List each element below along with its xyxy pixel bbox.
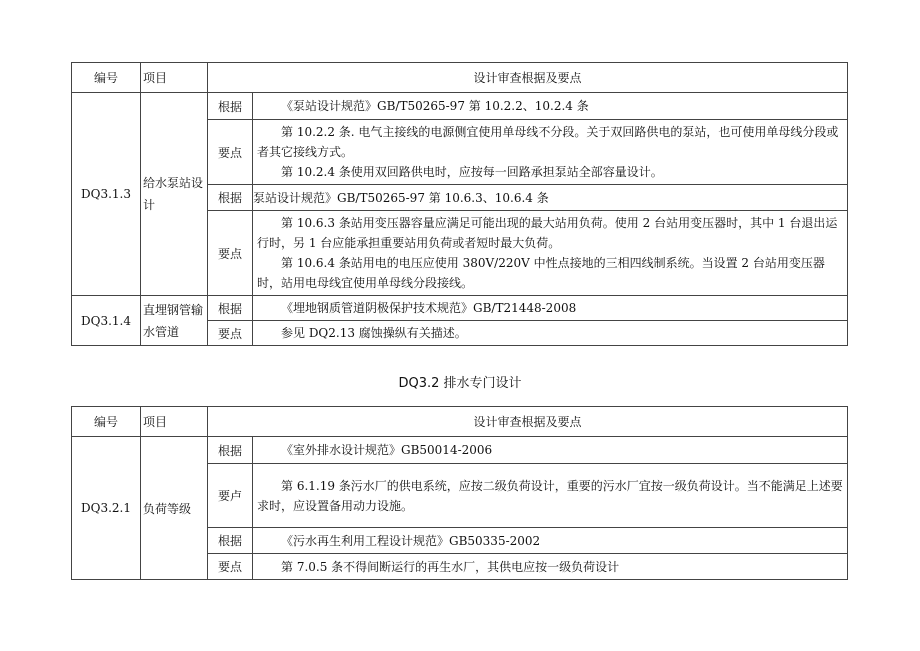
table-row — [72, 93, 848, 120]
block-type: 要点 — [208, 211, 253, 296]
block-line: 《泵站设计规范》GB/T50265-97 第 10.2.2、10.2.4 条 — [281, 99, 589, 113]
table-row — [72, 296, 848, 321]
block-line: 《埋地钢质管道阴极保护技术规范》GB/T21448-2008 — [281, 301, 577, 315]
block-line: 第 6.1.19 条污水厂的供电系统，应按二级负荷设计，重要的污水厂宜按一级负荷设计。当不能满足上述要求时，应设置备用动力设施。 — [257, 478, 843, 513]
block-line: 第 10.2.2 条. 电气主接线的电源侧宜使用单母线不分段。关于双回路供电的泵站，也可使用单母线分段或者其它接线方式。 — [257, 125, 839, 159]
block-type: 要点 — [208, 554, 253, 580]
row-id: DQ3.2.1 — [72, 437, 141, 580]
section-title: DQ3.2 排水专门设计 — [398, 376, 522, 391]
table-header-row — [72, 407, 848, 437]
row-item: 负荷等级 — [141, 437, 208, 580]
table-row — [72, 437, 848, 464]
block-type: 根据 — [208, 185, 253, 211]
review-table-2 — [71, 406, 848, 580]
block-line: 第 7.0.5 条不得间断运行的再生水厂，其供电应按一级负荷设计 — [281, 559, 620, 574]
block-type: 根据 — [208, 296, 253, 321]
block-line: 《室外排水设计规范》GB50014-2006 — [281, 443, 493, 457]
header-item: 项目 — [141, 407, 208, 437]
block-type: 根据 — [208, 93, 253, 120]
row-item: 给水泵站设计 — [143, 176, 204, 212]
block-type: 根据 — [208, 437, 253, 464]
header-item: 项目 — [141, 63, 208, 93]
block-type: 根据 — [208, 528, 253, 554]
block-line: 参见 DQ2.13 腐蚀操纵有关描述。 — [281, 326, 467, 340]
block-type: 要卢 — [208, 464, 253, 528]
block-line: 第 10.6.4 条站用电的电压应使用 380V/220V 中性点接地的三相四线制系统。当设置 2 台站用变压器时，站用电母线宜使用单母线分段接线。 — [257, 256, 825, 290]
block-line: 泵站设计规范》GB/T50265-97 第 10.6.3、10.6.4 条 — [253, 190, 549, 205]
table-header-row — [72, 63, 848, 93]
block-line: 第 10.6.3 条站用变压器容量应满足可能出现的最大站用负荷。使用 2 台站用变压器时，其中 1 台退出运行时，另 1 台应能承担重要站用负荷或者短时最大负荷。 — [257, 216, 838, 250]
block-type: 要点 — [208, 321, 253, 346]
block-line: 《污水再生利用工程设计规范》GB50335-2002 — [281, 533, 541, 548]
row-id: DQ3.1.4 — [72, 296, 141, 346]
block-type: 要点 — [208, 120, 253, 185]
row-item: 直埋钢管输水管道 — [143, 302, 204, 339]
header-main: 设计审查根据及要点 — [208, 407, 848, 437]
header-id: 编号 — [72, 63, 141, 93]
header-main: 设计审查根据及要点 — [208, 63, 848, 93]
header-id: 编号 — [72, 407, 141, 437]
review-table-1 — [71, 62, 848, 346]
block-line: 第 10.2.4 条使用双回路供电时，应按每一回路承担泵站全部容量设计。 — [281, 165, 663, 179]
row-id: DQ3.1.3 — [72, 93, 141, 296]
